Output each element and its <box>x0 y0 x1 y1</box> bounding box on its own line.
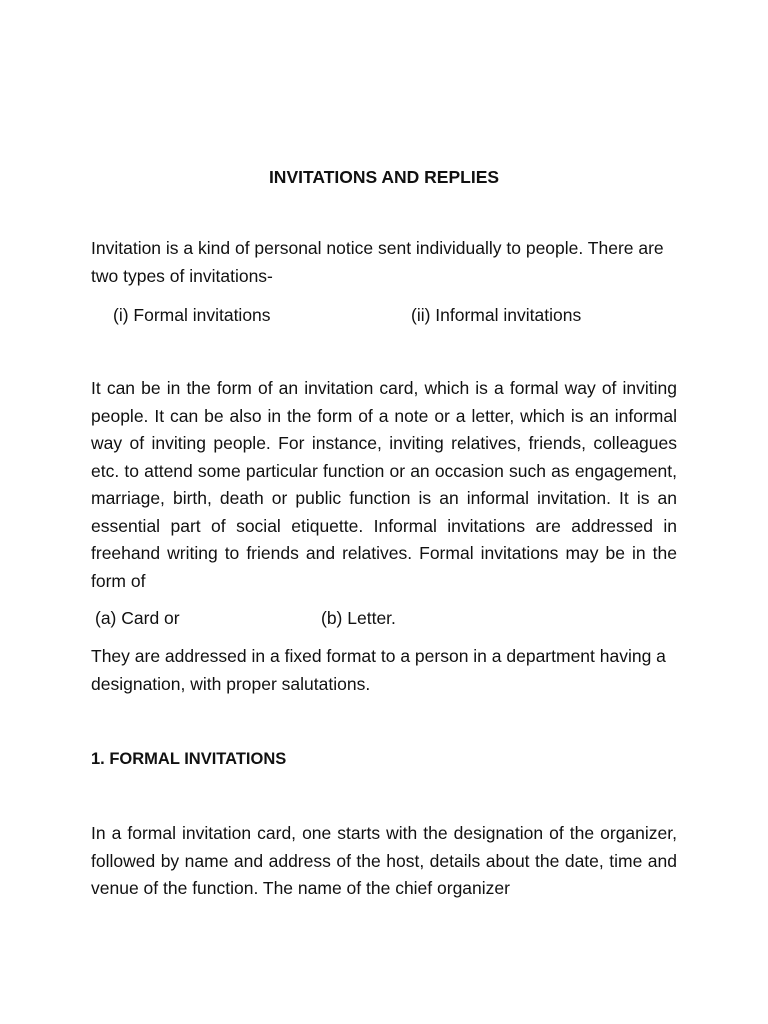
description-paragraph: It can be in the form of an invitation card, which is a formal way of inviting people. It can be also in the form of a note or a letter, which is an informal way of inviting people. For instance, inviting relatives, friends, colleagues etc. to attend some particular function or an occasion such as engagement, marriage, birth, death or public function is an informal invitation. It is an essential part of social etiquette. Informal invitations are addressed in freehand writing to friends and relatives. Formal invitations may be in the form of <box>91 378 677 591</box>
type-informal-invitations: (ii) Informal invitations <box>411 305 582 325</box>
formal-invitation-paragraph: In a formal invitation card, one starts with the designation of the organizer, followed by name and address of the host, details about the date, time and venue of the function. The name of the chief organizer <box>91 823 677 898</box>
form-card: (a) Card or <box>95 608 180 628</box>
format-paragraph: They are addressed in a fixed format to a person in a department having a designation, with proper salutations. <box>91 646 666 694</box>
document-title: INVITATIONS AND REPLIES <box>268 167 500 187</box>
type-formal-invitations: (i) Formal invitations <box>113 305 271 325</box>
form-letter: (b) Letter. <box>321 608 396 628</box>
intro-paragraph: Invitation is a kind of personal notice sent individually to people. There are two types of invitations- <box>91 238 664 286</box>
section-heading-formal-invitations: 1. FORMAL INVITATIONS <box>91 750 287 768</box>
